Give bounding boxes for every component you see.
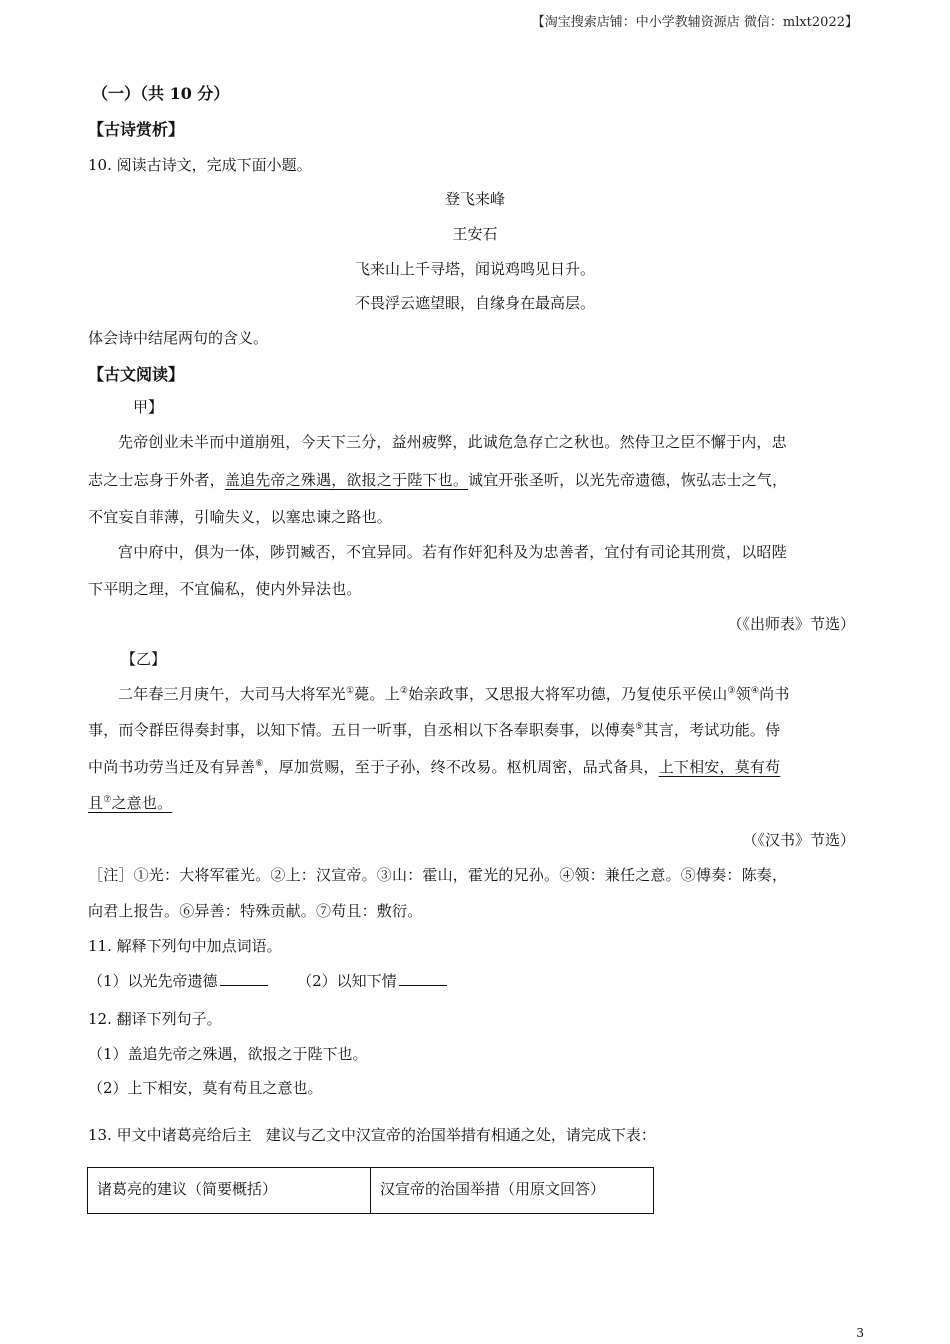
classical-heading: 【古文阅读】 <box>88 365 185 384</box>
yi-source: （《汉书》节选） <box>742 831 855 849</box>
yi-text: 事，而令群臣得奏封事，以知下情。五日一听事，自丞相以下各奉职奏事，以傅奏 <box>88 721 636 739</box>
q11-item-2: （2）以知下情 <box>297 972 397 990</box>
jia-text: 诚宜开张圣听，以光先帝遗德，恢弘志士之气， <box>468 471 788 489</box>
jia-underlined-sentence: 盖追先帝之殊遇，欲报之于陛下也。 <box>224 471 469 489</box>
answer-table <box>87 1167 654 1214</box>
answer-blank[interactable] <box>399 984 447 986</box>
question-11-items <box>88 970 447 991</box>
poem-line-1: 飞来山上千寻塔，闻说鸡鸣见日升。 <box>354 260 595 278</box>
yi-line4 <box>88 792 172 813</box>
poem-question: 体会诗中结尾两句的含义。 <box>88 329 269 347</box>
section-title: （一）（共 10 分） <box>92 84 230 103</box>
question-13: 13. 甲文中诸葛亮给后主 建议与乙文中汉宣帝的治国举措有相通之处，请完成下表： <box>88 1126 656 1144</box>
q12-item-2: （2）上下相安，莫有苟且之意也。 <box>88 1079 323 1097</box>
jia-p2-line2: 下平明之理，不宜偏私，使内外异法也。 <box>88 580 362 598</box>
yi-text: 薨。上 <box>354 685 400 703</box>
jia-source: （《出师表》节选） <box>727 615 855 633</box>
footnote-marker: ⑦ <box>103 795 112 805</box>
poem-line-2: 不畏浮云遮望眼，自缘身在最高层。 <box>354 294 595 312</box>
yi-text: 二年春三月庚午，大司马大将军光 <box>118 685 347 703</box>
jia-text: 志之士忘身于外者， <box>88 471 225 489</box>
yi-text: 始亲政事，又思报大将军功德，乃复使乐平侯山 <box>408 685 728 703</box>
question-12: 12. 翻译下列句子。 <box>88 1010 222 1028</box>
yi-text: ，厚加赏赐，至于子孙，终不改易。枢机周密，品式备具， <box>263 758 659 776</box>
yi-line1 <box>118 683 790 704</box>
question-11: 11. 解释下列句中加点词语。 <box>88 937 282 955</box>
page-header: 【淘宝搜索店铺：中小学教辅资源店 微信：mlxt2022】 <box>531 15 858 30</box>
yi-underlined-sentence <box>88 794 172 812</box>
yi-text: 之意也。 <box>111 794 173 812</box>
footnote-marker: ⑤ <box>635 722 644 732</box>
footnote-marker: ① <box>346 686 355 696</box>
poem-author: 王安石 <box>452 225 498 243</box>
table-row <box>88 1168 654 1214</box>
jia-p1-line1: 先帝创业未半而中道崩殂，今天下三分，益州疲弊，此诚危急存亡之秋也。然侍卫之臣不懈于内，忠 <box>118 433 787 451</box>
notes-line1: ［注］①光：大将军霍光。②上：汉宣帝。③山：霍山，霍光的兄孙。④领：兼任之意。⑤傅奏：陈奏， <box>88 866 788 884</box>
yi-underlined-sentence: 上下相安，莫有苟 <box>658 758 781 776</box>
yi-line3 <box>88 756 780 777</box>
yi-text: 且 <box>88 794 104 812</box>
notes-line2: 向君上报告。⑥异善：特殊贡献。⑦苟且：敷衍。 <box>88 902 423 920</box>
answer-blank[interactable] <box>220 984 268 986</box>
q11-item-1: （1）以光先帝遗德 <box>88 972 218 990</box>
question-10: 10. 阅读古诗文，完成下面小题。 <box>88 156 312 174</box>
jia-p2-line1: 宫中府中，俱为一体，陟罚臧否，不宜异同。若有作奸犯科及为忠善者，宜付有司论其刑赏，以昭陛 <box>118 543 787 561</box>
poem-heading: 【古诗赏析】 <box>88 120 185 139</box>
table-header-cell: 汉宣帝的治国举措（用原文回答） <box>371 1168 654 1214</box>
jia-p1-line3: 不宜妄自菲薄，引喻失义，以塞忠谏之路也。 <box>88 508 393 526</box>
yi-text: 领 <box>735 685 751 703</box>
yi-text: 尚书 <box>759 685 790 703</box>
yi-line2 <box>88 719 780 740</box>
footnote-marker: ② <box>399 686 409 696</box>
jia-label: 甲】 <box>133 398 164 416</box>
footnote-marker: ③ <box>727 686 736 696</box>
poem-title: 登飞来峰 <box>444 190 505 208</box>
q12-item-1: （1）盖追先帝之殊遇，欲报之于陛下也。 <box>88 1045 368 1063</box>
table-header-cell: 诸葛亮的建议（简要概括） <box>88 1168 371 1214</box>
yi-text: 中尚书功劳当迁及有异善 <box>88 758 256 776</box>
footnote-marker: ⑥ <box>255 759 264 769</box>
jia-p1-line2 <box>88 469 787 490</box>
page-number: 3 <box>856 1326 864 1340</box>
footnote-marker: ④ <box>750 686 760 696</box>
yi-text: 其言，考试功能。侍 <box>643 721 781 739</box>
yi-label: 【乙】 <box>121 650 167 668</box>
